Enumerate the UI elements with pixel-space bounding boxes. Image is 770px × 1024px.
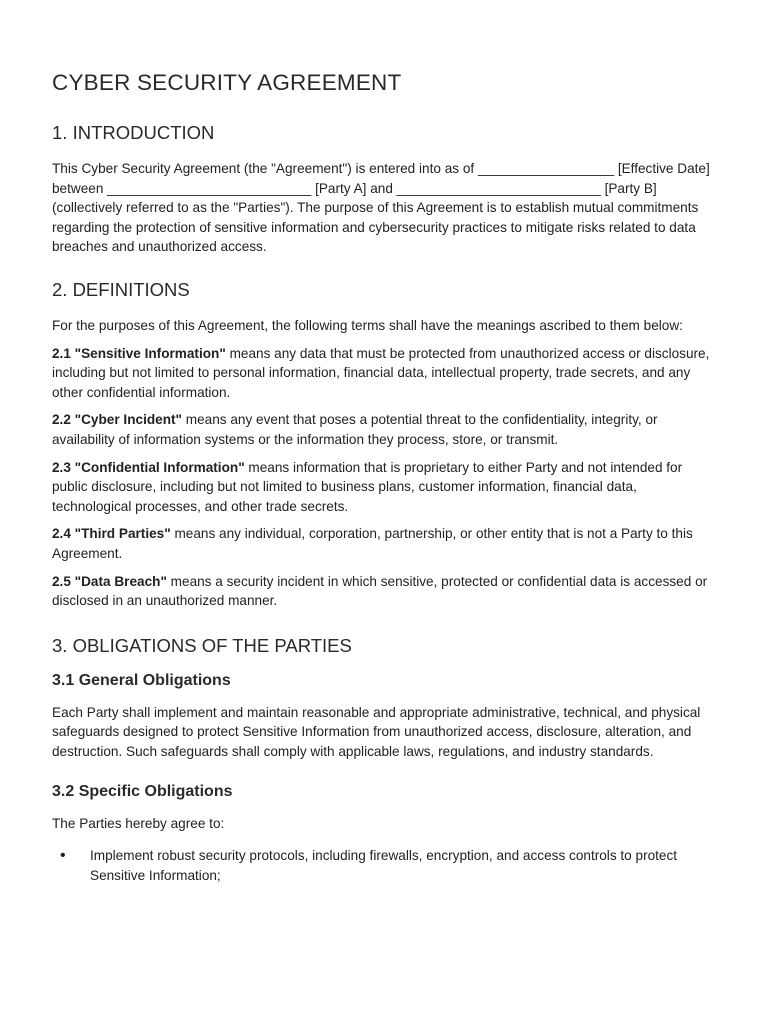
list-item	[52, 846, 712, 885]
specific-obligations-list	[52, 846, 712, 885]
definitions-lead-paragraph: For the purposes of this Agreement, the following terms shall have the meanings ascribed to them below:	[52, 317, 683, 333]
section-heading-obligations: 3. OBLIGATIONS OF THE PARTIES	[52, 634, 352, 656]
subsection-heading-general-obligations: 3.1 General Obligations	[52, 671, 231, 689]
definition-term: 2.1 "Sensitive Information"	[52, 345, 226, 361]
list-item-text: Implement robust security protocols, including firewalls, encryption, and access controls to protect Sensitive Information;	[90, 848, 678, 883]
introduction-paragraph: This Cyber Security Agreement (the "Agreement") is entered into as of __________________ [Effective Date] between ___________________________ [Party A] and ___________________________ [Party B] (collectively referred to as the "Parties"). The purpose of this Agreement is to establish mutual commitments regarding the protection of sensitive information and cybersecurity practices to mitigate risks related to data breaches and unauthorized access.	[52, 161, 710, 255]
definition-term: 2.3 "Confidential Information"	[52, 459, 245, 475]
subsection-heading-specific-obligations: 3.2 Specific Obligations	[52, 783, 233, 801]
definition-text: means any data that must be protected from unauthorized access or disclosure, including but not limited to personal information, financial data, intellectual property, trade secrets, and any other confidential information.	[52, 345, 710, 400]
definition-text: means information that is proprietary to either Party and not intended for public disclosure, including but not limited to business plans, customer information, financial data, technological processes, and other trade secrets.	[52, 459, 683, 514]
general-obligations-paragraph: Each Party shall implement and maintain reasonable and appropriate administrative, technical, and physical safeguards designed to protect Sensitive Information from unauthorized access, disclosure, alteration, and destruction. Such safeguards shall comply with applicable laws, regulations, and industry standards.	[52, 704, 701, 759]
definition-confidential-information	[52, 458, 712, 517]
section-heading-definitions: 2. DEFINITIONS	[52, 278, 190, 300]
specific-obligations-lead: The Parties hereby agree to:	[52, 816, 225, 832]
bullet-icon: •	[60, 847, 66, 865]
section-heading-introduction: 1. INTRODUCTION	[52, 122, 215, 143]
definition-third-parties	[52, 524, 712, 563]
definition-term: 2.2 "Cyber Incident"	[52, 412, 182, 428]
definition-cyber-incident	[52, 410, 712, 449]
definition-sensitive-information	[52, 344, 712, 403]
definition-term: 2.5 "Data Breach"	[52, 573, 167, 589]
definition-data-breach	[52, 572, 712, 611]
definition-text: means a security incident in which sensitive, protected or confidential data is accessed or disclosed in an unauthorized manner.	[52, 573, 708, 609]
definition-term: 2.4 "Third Parties"	[52, 526, 171, 542]
definition-text: means any individual, corporation, partnership, or other entity that is not a Party to this Agreement.	[52, 526, 693, 561]
definition-text: means any event that poses a potential threat to the confidentiality, integrity, or availability of information systems or the information they process, store, or transmit.	[52, 412, 658, 447]
document-title: CYBER SECURITY AGREEMENT	[52, 70, 402, 95]
